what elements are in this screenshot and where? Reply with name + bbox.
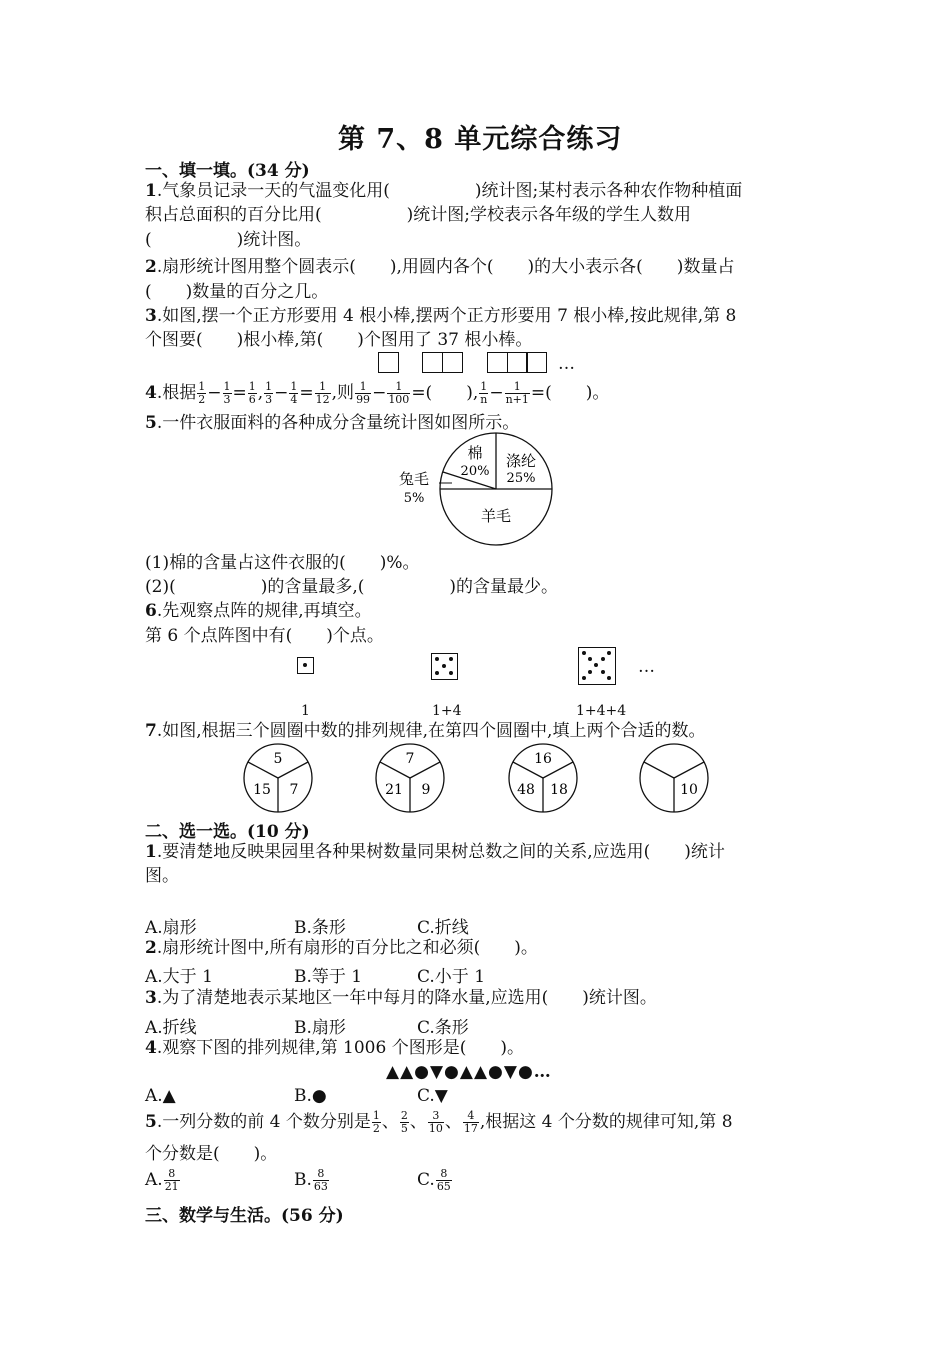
p2-q3-option-b: B.扇形 — [294, 1018, 346, 1038]
section-1-heading: 一、填一填。(34 分) — [145, 161, 310, 181]
p2-q1-option-a: A.扇形 — [145, 918, 197, 938]
square-stick-figure-2 — [422, 352, 461, 377]
dot-array-2 — [431, 653, 458, 680]
dot-array-caption-1: 1 — [301, 703, 310, 719]
number-circle-2 — [376, 744, 444, 812]
p2-q3-option-c: C.条形 — [417, 1018, 469, 1038]
q2-line1: 2.扇形统计图用整个圆表示( ),用圆内各个( )的大小表示各( )数量占 — [145, 257, 735, 277]
q5-line1: 5.一件衣服面料的各种成分含量统计图如图所示。 — [145, 413, 520, 433]
section-2-heading: 二、选一选。(10 分) — [145, 822, 310, 842]
q6-line1: 6.先观察点阵的规律,再填空。 — [145, 601, 372, 621]
q3-line1: 3.如图,摆一个正方形要用 4 根小棒,摆两个正方形要用 7 根小棒,按此规律,第 8 — [145, 306, 737, 326]
fabric-pie-chart — [390, 432, 630, 562]
p2-q5-option-c: C. $\frac{8}{65}$ — [417, 1167, 451, 1193]
q5-sub1: (1)棉的含量占这件衣服的( )%。 — [145, 553, 420, 573]
number-circles — [238, 741, 718, 816]
page-title: 第 7、8 单元综合练习 — [338, 124, 623, 155]
p2-q5-option-b: B. $\frac{8}{63}$ — [294, 1167, 328, 1193]
dot-array-caption-2: 1+4 — [432, 703, 462, 719]
q1-line1: 1.气象员记录一天的气温变化用( )统计图;某村表示各种农作物种植面 — [145, 181, 743, 201]
q2-line2: ( )数量的百分之几。 — [145, 282, 329, 302]
p2-q5-line2: 个分数是( )。 — [145, 1144, 278, 1164]
dot-array-1 — [297, 657, 314, 674]
square-stick-figure-1 — [378, 352, 398, 377]
slice-label-rabbit-hair: 兔毛 — [398, 470, 430, 488]
circle-1-right: 7 — [289, 782, 299, 798]
p2-q4-option-b: B.● — [294, 1086, 327, 1106]
number-circle-1 — [244, 744, 312, 812]
q7-line1: 7.如图,根据三个圆圈中数的排列规律,在第四个圆圈中,填上两个合适的数。 — [145, 721, 706, 741]
circle-1-top: 5 — [273, 751, 283, 767]
dot-array-caption-3: 1+4+4 — [576, 703, 627, 719]
p2-q4-option-a: A.▲ — [145, 1086, 176, 1106]
p2-q3-option-a: A.折线 — [145, 1018, 197, 1038]
slice-label-cotton: 棉 — [467, 444, 483, 462]
circle-3-right: 18 — [550, 782, 568, 798]
circle-3-left: 48 — [517, 782, 535, 798]
shape-sequence: ▲▲●▼●▲▲●▼●… — [386, 1062, 552, 1082]
p2-q1-line2: 图。 — [145, 866, 179, 886]
p2-q3-line1: 3.为了清楚地表示某地区一年中每月的降水量,应选用( )统计图。 — [145, 988, 657, 1008]
p2-q4-line1: 4.观察下图的排列规律,第 1006 个图形是( )。 — [145, 1038, 524, 1058]
p2-q2-line1: 2.扇形统计图中,所有扇形的百分比之和必须( )。 — [145, 938, 538, 958]
sticks-ellipsis: … — [558, 354, 575, 374]
circle-2-left: 21 — [385, 782, 403, 798]
dot-array-3 — [578, 647, 616, 685]
q1-line2: 积占总面积的百分比用( )统计图;学校表示各年级的学生人数用 — [145, 205, 691, 225]
number-circle-4 — [640, 744, 708, 812]
dot-array-ellipsis: … — [638, 657, 655, 677]
circle-4-right: 10 — [680, 782, 698, 798]
p2-q5-line1: 5.一列分数的前 4 个数分别是 $\frac{1}{2}$ 、 $\frac{2}{5}$ 、 $\frac{3}{10}$ 、 $\frac{4}{17}$ ,根据这 4 个分数的规律可知,第 8 — [145, 1109, 733, 1135]
q4-line: 4.根据 $\frac{1}{2}$ − $\frac{1}{3}$ = $\frac{1}{6}$ , $\frac{1}{3}$ − $\frac{1}{4}$ = $\frac{1}{12}$ ,则 $\frac{1}{99}$ − $\frac{1}{100}$ =( ), $\frac{1}{n}$ − $\frac{1}{n+1}$ =( )。 — [145, 380, 610, 406]
p2-q4-option-c: C.▼ — [417, 1086, 448, 1106]
p2-q2-option-a: A.大于 1 — [145, 967, 213, 987]
p2-q1-line1: 1.要清楚地反映果园里各种果树数量同果树总数之间的关系,应选用( )统计 — [145, 842, 725, 862]
q6-line2: 第 6 个点阵图中有( )个点。 — [145, 626, 384, 646]
circle-2-right: 9 — [421, 782, 431, 798]
slice-label-polyester: 涤纶 — [505, 452, 537, 470]
p2-q2-option-b: B.等于 1 — [294, 967, 363, 987]
square-stick-figure-3 — [487, 352, 546, 377]
slice-pct-rabbit-hair: 5% — [403, 491, 425, 506]
q5-sub2: (2)( )的含量最多,( )的含量最少。 — [145, 577, 559, 597]
number-circle-3 — [509, 744, 577, 812]
slice-label-wool: 羊毛 — [480, 507, 512, 525]
circle-2-top: 7 — [405, 751, 415, 767]
p2-q1-option-b: B.条形 — [294, 918, 346, 938]
p2-q1-option-c: C.折线 — [417, 918, 469, 938]
circle-1-left: 15 — [253, 782, 271, 798]
p2-q5-option-a: A. $\frac{8}{21}$ — [145, 1167, 179, 1193]
circle-3-top: 16 — [534, 751, 552, 767]
q3-line2: 个图要( )根小棒,第( )个图用了 37 根小棒。 — [145, 330, 533, 350]
p2-q2-option-c: C.小于 1 — [417, 967, 486, 987]
section-3-heading: 三、数学与生活。(56 分) — [145, 1206, 344, 1226]
q1-line3: ( )统计图。 — [145, 230, 312, 250]
slice-pct-polyester: 25% — [506, 471, 536, 486]
slice-pct-cotton: 20% — [460, 464, 490, 479]
